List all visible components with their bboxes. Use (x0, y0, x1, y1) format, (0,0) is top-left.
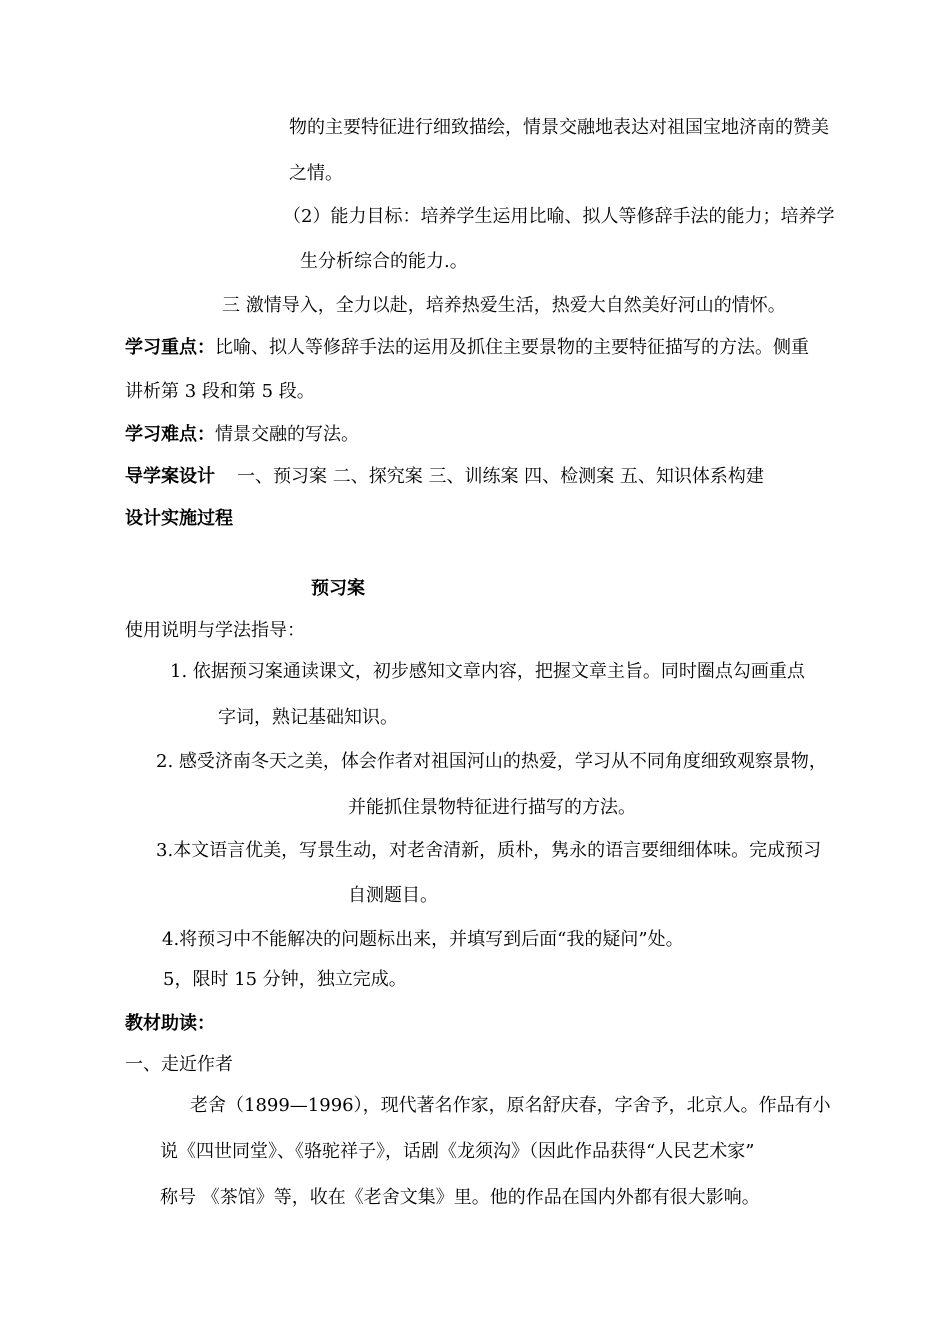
instruction-item: 2. 感受济南冬天之美，体会作者对祖国河山的热爱，学习从不同角度细致观察景物， (156, 751, 827, 772)
objective-line: 物的主要特征进行细致描绘，情景交融地表达对祖国宝地济南的赞美 (289, 117, 829, 138)
guide-design (125, 465, 764, 489)
learning-difficulty-text: 情景交融的写法。 (215, 424, 359, 445)
instruction-item-cont: 字词，熟记基础知识。 (218, 707, 398, 728)
ability-objective-line: （2）能力目标：培养学生运用比喻、拟人等修辞手法的能力；培养学 (283, 206, 835, 227)
guide-design-items: 一、预习案 二、探究案 三、训练案 四、检测案 五、知识体系构建 (237, 466, 764, 487)
preview-section-title: 预习案 (311, 578, 365, 599)
instruction-item: 4.将预习中不能解决的问题标出来，并填写到后面“我的疑问”处。 (162, 929, 684, 950)
learning-focus-text-cont: 讲析第 3 段和第 5 段。 (125, 381, 315, 402)
learning-focus-text: 比喻、拟人等修辞手法的运用及抓住主要景物的主要特征描写的方法。侧重 (215, 337, 809, 358)
learning-focus (125, 336, 809, 360)
textbook-aids-title: 教材助读： (125, 1013, 215, 1034)
ability-objective-line: 生分析综合的能力.。 (300, 251, 468, 272)
instruction-item-cont: 并能抓住景物特征进行描写的方法。 (348, 797, 636, 818)
objective-line: 之情。 (289, 163, 343, 184)
instructions-heading: 使用说明与学法指导： (125, 620, 305, 641)
learning-difficulty-label: 学习难点： (125, 424, 215, 445)
guide-design-label: 导学案设计 (125, 466, 215, 487)
instruction-item: 5，限时 15 分钟，独立完成。 (163, 969, 407, 990)
author-heading: 一、走近作者 (125, 1054, 233, 1075)
author-paragraph-cont: 称号 《茶馆》等，收在《老舍文集》里。他的作品在国内外都有很大影响。 (160, 1187, 760, 1208)
process-title: 设计实施过程 (125, 508, 233, 529)
instruction-item-cont: 自测题目。 (348, 885, 438, 906)
learning-focus-label: 学习重点： (125, 337, 215, 358)
author-paragraph-cont: 说《四世同堂》、《骆驼祥子》，话剧《龙须沟》（因此作品获得“人民艺术家” (160, 1141, 755, 1162)
instruction-item: 1. 依据预习案通读课文，初步感知文章内容，把握文章主旨。同时圈点勾画重点 (170, 661, 805, 682)
instruction-item: 3.本文语言优美，写景生动，对老舍清新，质朴，隽永的语言要细细体味。完成预习 (156, 840, 822, 861)
learning-difficulty (125, 423, 359, 447)
emotion-objective: 三 激情导入，全力以赴，培养热爱生活，热爱大自然美好河山的情怀。 (222, 295, 786, 316)
author-paragraph: 老舍（1899—1996），现代著名作家，原名舒庆春，字舍予，北京人。作品有小 (190, 1095, 831, 1116)
